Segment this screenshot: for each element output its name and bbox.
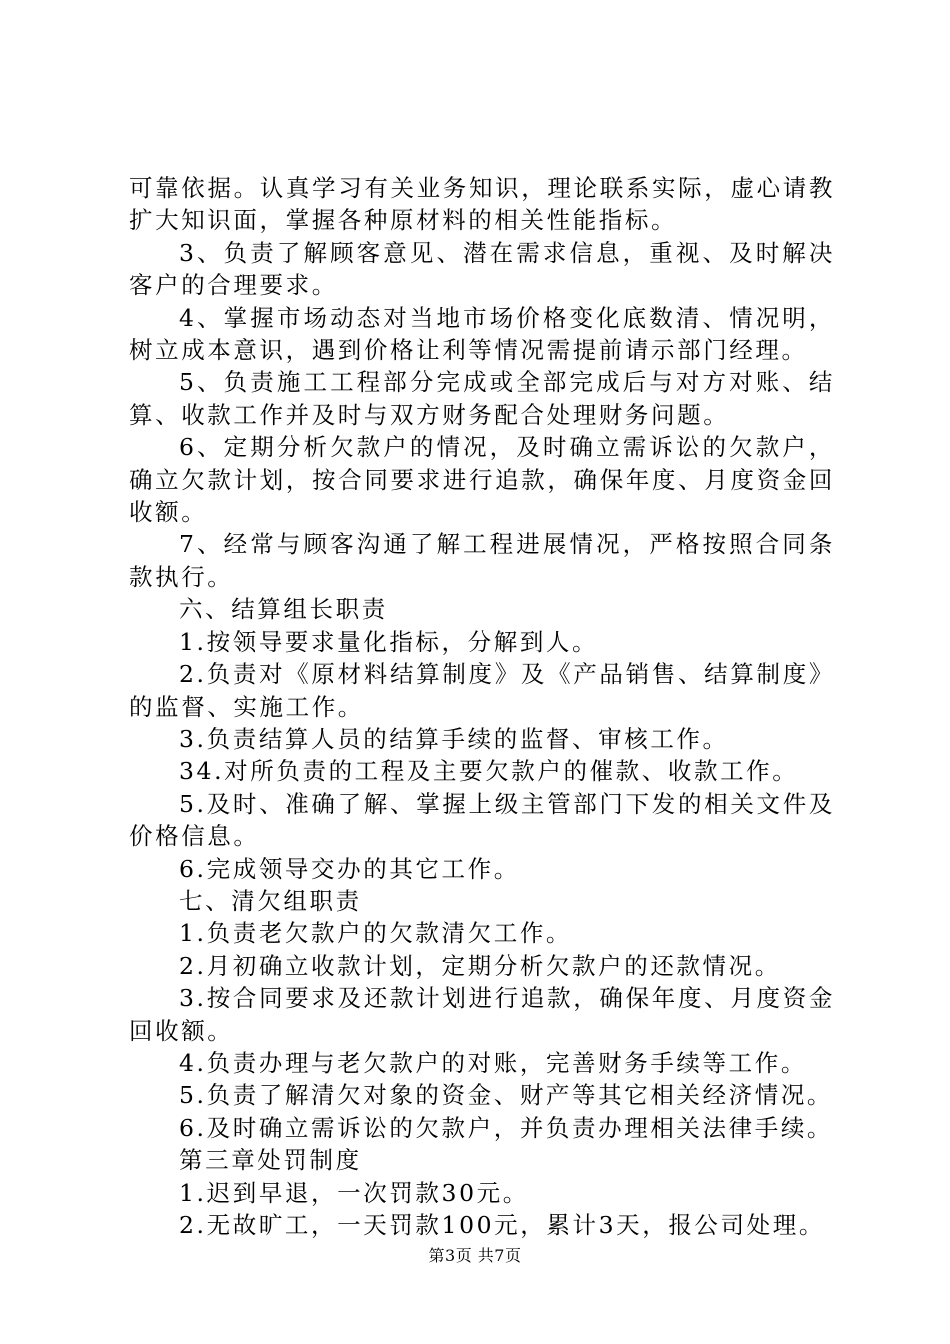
paragraph: 1.负责老欠款户的欠款清欠工作。	[179, 919, 573, 948]
section-heading: 六、结算组长职责	[179, 595, 388, 624]
paragraph: 34.对所负责的工程及主要欠款户的催款、收款工作。	[179, 757, 799, 786]
paragraph: 可靠依据。认真学习有关业务知识，理论联系实际，虚心请教扩大知识面，掌握各种原材料的相关性能指标。	[129, 174, 835, 235]
paragraph: 1.按领导要求量化指标，分解到人。	[179, 627, 599, 656]
paragraph: 4、掌握市场动态对当地市场价格变化底数清、情况明，树立成本意识，遇到价格让利等情况需提前请示部门经理。	[129, 303, 835, 365]
paragraph: 1.迟到早退，一次罚款30元。	[179, 1178, 529, 1207]
paragraph: 4.负责办理与老欠款户的对账，完善财务手续等工作。	[179, 1048, 807, 1077]
paragraph: 5.及时、准确了解、掌握上级主管部门下发的相关文件及价格信息。	[129, 789, 835, 851]
paragraph: 6.及时确立需诉讼的欠款户，并负责办理相关法律手续。	[179, 1113, 834, 1142]
page-footer	[0, 1246, 950, 1266]
paragraph: 6、定期分析欠款户的情况，及时确立需诉讼的欠款户，确立欠款计划，按合同要求进行追款，确保年度、月度资金回收额。	[129, 433, 835, 527]
chapter-heading: 第三章处罚制度	[179, 1146, 362, 1175]
document-body	[129, 172, 835, 1241]
paragraph: 3.按合同要求及还款计划进行追款，确保年度、月度资金回收额。	[129, 984, 835, 1045]
paragraph: 2.负责对《原材料结算制度》及《产品销售、结算制度》的监督、实施工作。	[129, 660, 835, 721]
paragraph: 2.月初确立收款计划，定期分析欠款户的还款情况。	[179, 951, 781, 980]
paragraph: 3、负责了解顾客意见、潜在需求信息，重视、及时解决客户的合理要求。	[129, 238, 835, 300]
paragraph: 6.完成领导交办的其它工作。	[179, 854, 520, 883]
paragraph: 5、负责施工工程部分完成或全部完成后与对方对账、结算、收款工作并及时与双方财务配合处理财务问题。	[129, 368, 835, 429]
section-heading: 七、清欠组职责	[179, 886, 362, 915]
paragraph: 7、经常与顾客沟通了解工程进展情况，严格按照合同条款执行。	[129, 530, 835, 591]
paragraph: 3.负责结算人员的结算手续的监督、审核工作。	[179, 724, 729, 753]
page-number-label: 第3页 共7页	[428, 1246, 522, 1265]
paragraph: 2.无故旷工，一天罚款100元，累计3天，报公司处理。	[179, 1211, 825, 1239]
paragraph: 5.负责了解清欠对象的资金、财产等其它相关经济情况。	[179, 1081, 834, 1110]
